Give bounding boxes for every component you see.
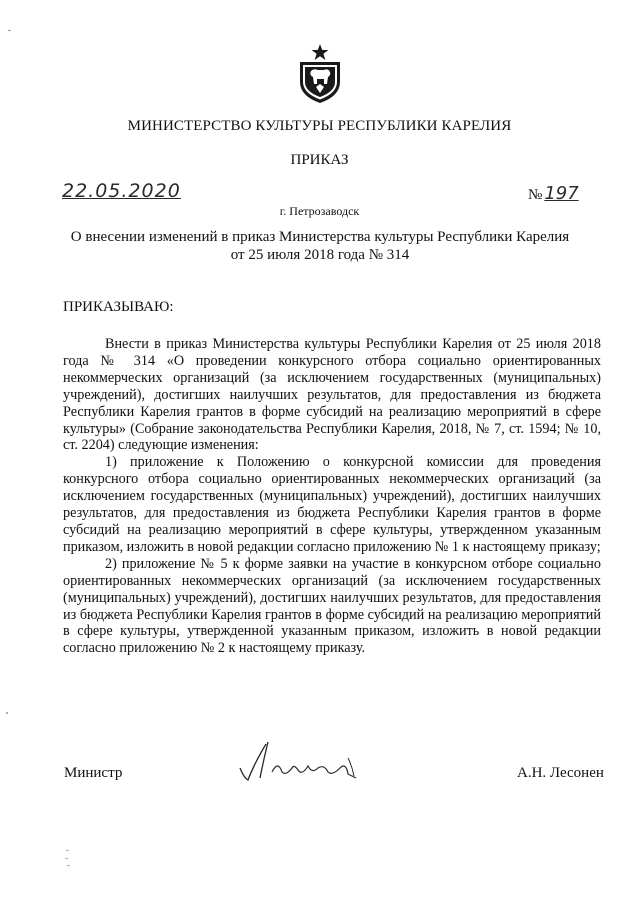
subject-line-1: О внесении изменений в приказ Министерства культуры Республики Карелия (70, 229, 570, 245)
signature (236, 738, 376, 784)
scan-mark (64, 848, 72, 868)
paragraph-main: Внести в приказ Министерства культуры Республики Карелия от 25 июля 2018 года № 314 «О проведении конкурсного отбора социально ориентированных некоммерческих организаций (за исключением государственных (муниципальных) учреждений), достигших наилучших результатов, для предоставления из бюджета Республики Карелия грантов в форме субсидий на реализацию мероприятий в сфере культуры» (Собрание законодательства Республики Карелия, 2018, № 7, ст. 1594; № 10, ст. 2204) следующие изменения: (63, 336, 601, 454)
order-date: 22.05.2020 (62, 180, 181, 202)
number-label: № (528, 187, 543, 203)
city: г. Петрозаводск (279, 204, 360, 218)
paragraph-item-1: 1) приложение к Положению о конкурсной комиссии для проведения конкурсного отбора социально ориентированных некоммерческих организаций (за исключением государственных (муниципальных) учреждений), достигших наилучших результатов, для предоставления из бюджета Республики Карелия грантов в форме субсидий на реализацию мероприятий в сфере культуры, утвержденном указанным приказом, изложить в новой редакции согласно приложению № 1 к настоящему приказу; (63, 454, 601, 555)
paragraph-item-2: 2) приложение № 5 к форме заявки на участие в конкурсном отборе социально ориентированных некоммерческих организаций (за исключением государственных (муниципальных) учреждений), достигших наилучших результатов, для предоставления из бюджета Республики Карелия грантов в форме субсидий на реализацию мероприятий в сфере культуры, утвержденной указанным приказом, изложить в новой редакции согласно приложению № 2 к настоящему приказу. (63, 555, 601, 657)
signatory-name: А.Н. Лесонен (517, 765, 604, 781)
ministry-name: МИНИСТЕРСТВО КУЛЬТУРЫ РЕСПУБЛИКИ КАРЕЛИЯ (127, 118, 512, 134)
scan-mark (6, 712, 8, 714)
order-body (63, 336, 601, 657)
karelia-coat-of-arms-icon (297, 44, 343, 104)
document-type: ПРИКАЗ (290, 152, 349, 168)
order-subject (60, 228, 580, 264)
subject-line-2: от 25 июля 2018 года № 314 (230, 247, 410, 263)
order-number (528, 183, 579, 204)
signatory-position: Министр (64, 765, 123, 781)
number-value: 197 (544, 183, 579, 204)
order-verb: ПРИКАЗЫВАЮ: (63, 299, 174, 315)
scan-mark (8, 30, 11, 31)
